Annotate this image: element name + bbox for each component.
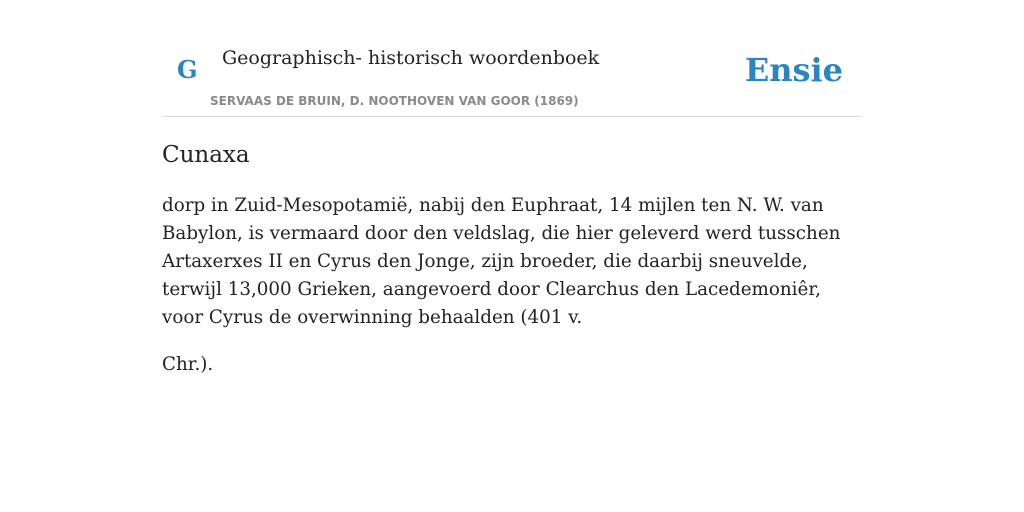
entry-paragraph: dorp in Zuid-Mesopotamië, nabij den Euphraat, 14 mijlen ten N. W. van Babylon, is vermaard door den veldslag, die hier geleverd werd tusschen Artaxerxes II en Cyrus den Jonge, zijn broeder, die daarbij sneuvelde, terwijl 13,000 Grieken, aangevoerd door Clearchus den Lacedemoniêr, voor Cyrus de overwinning behaalden (401 v. — [162, 195, 841, 328]
book-title-link[interactable]: Geographisch- historisch woordenboek — [222, 47, 600, 69]
book-authors: SERVAAS DE BRUIN, D. NOOTHOVEN VAN GOOR (1869) — [210, 94, 579, 108]
ensie-logo-link[interactable]: Ensie — [744, 51, 843, 89]
entry-title: Cunaxa — [162, 142, 250, 168]
book-header — [162, 0, 862, 117]
book-letter-link[interactable]: G — [177, 55, 198, 84]
entry-body — [162, 192, 862, 398]
entry-paragraph: Chr.). — [162, 354, 214, 375]
